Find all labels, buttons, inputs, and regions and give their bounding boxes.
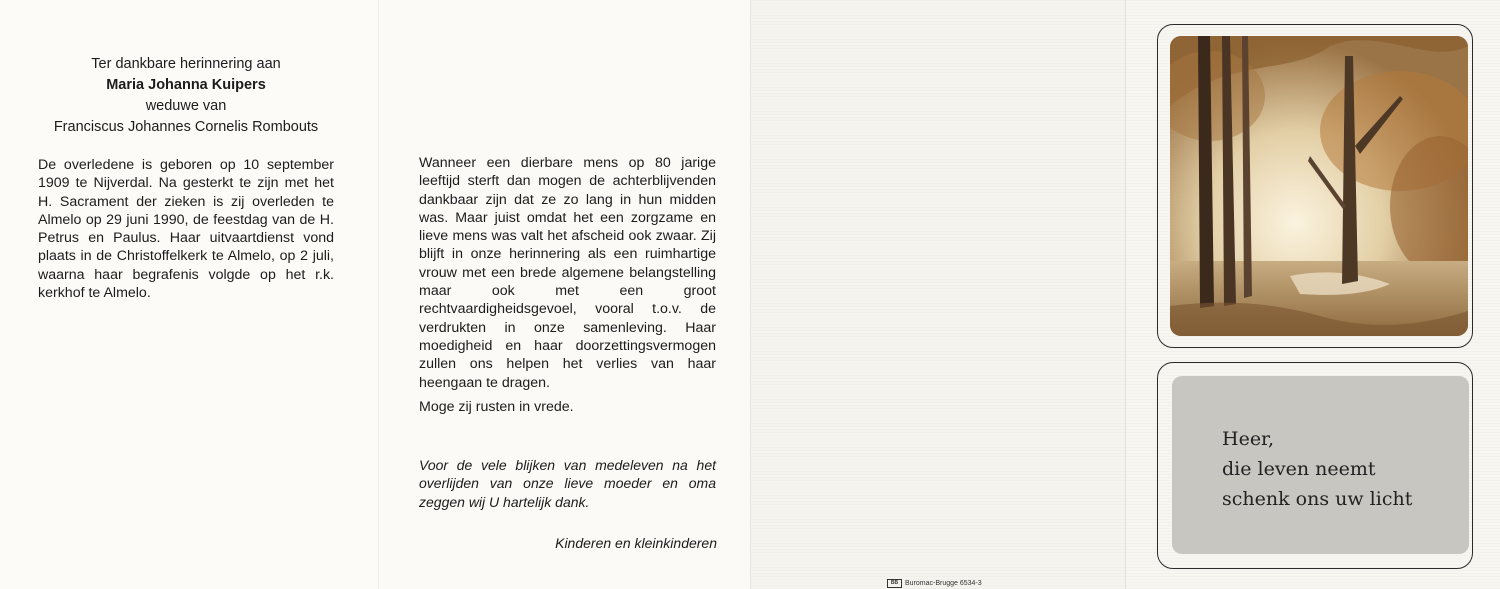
signoff: Kinderen en kleinkinderen xyxy=(555,535,717,551)
prayer-box xyxy=(1172,376,1469,554)
middle-panel xyxy=(378,0,751,589)
prayer-line-1: Heer, xyxy=(1222,428,1275,450)
deceased-name: Maria Johanna Kuipers xyxy=(106,77,266,93)
memorial-heading xyxy=(0,54,372,138)
prayer-line-3: schenk ons uw licht xyxy=(1222,488,1413,510)
relation-line: weduwe van xyxy=(145,98,227,114)
rest-in-peace-line: Moge zij rusten in vrede. xyxy=(419,399,574,415)
prayer-line-2: die leven neemt xyxy=(1222,458,1376,480)
printer-name: Buromac-Brugge 6534-3 xyxy=(905,580,982,587)
intro-line: Ter dankbare herinnering aan xyxy=(91,56,281,72)
thanks-text: Voor de vele blijken van medeleven na het overlijden van onze lieve moeder en oma zeggen wij U hartelijk dank. xyxy=(419,457,716,510)
biography-text: De overledene is geboren op 10 september 1909 te Nijverdal. Na gesterkt te zijn met het H. Sacrament der zieken is zij overleden te Almelo op 29 juni 1990, de feestdag van de H. Petrus en Paulus. Haar uitvaartdienst vond plaats in de Christoffelkerk te Almelo, op 2 juli, waarna haar begrafenis volgde op het r.k. kerkhof te Almelo. xyxy=(38,157,334,302)
back-panel xyxy=(750,0,1126,589)
front-panel xyxy=(1125,0,1500,589)
prayer-frame xyxy=(1157,362,1473,569)
painting-frame xyxy=(1157,24,1473,348)
printer-mark xyxy=(887,579,982,588)
forest-painting xyxy=(1170,36,1468,336)
printer-logo: BB xyxy=(887,579,902,588)
left-panel xyxy=(0,0,378,589)
forest-painting-image xyxy=(1170,36,1468,336)
prayer-text xyxy=(1222,424,1412,514)
tribute-text: Wanneer een dierbare mens op 80 jarige leeftijd sterft dan mogen de achterblijvenden dankbaar zijn dat ze zo lang in hun midden was. Maar juist omdat het een zorgzame en lieve mens was valt het afscheid ook zwaar. Zij blijft in onze herinnering als een ruimhartige vrouw met een brede algemene belangstelling maar ook met een groot rechtvaardigheidsgevoel, vooral t.o.v. de verdrukten in onze samenleving. Haar moedigheid en haar doorzettingsvermogen zullen ons helpen het verlies van haar heengaan te dragen. xyxy=(419,155,716,391)
spouse-name: Franciscus Johannes Cornelis Rombouts xyxy=(53,119,319,135)
